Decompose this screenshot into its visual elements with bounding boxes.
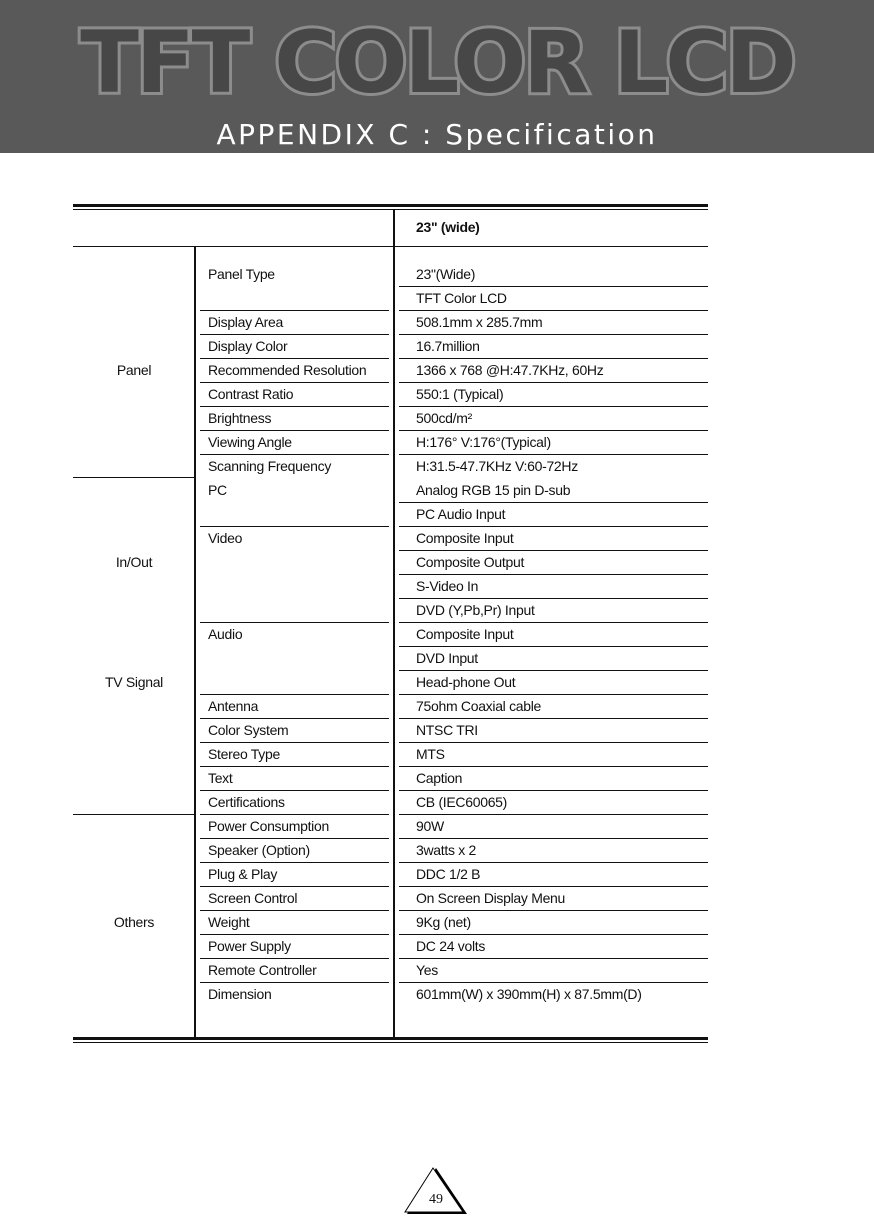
spec-item-label: PC — [208, 482, 227, 498]
spec-value: 90W — [416, 818, 444, 834]
row-rule — [399, 646, 708, 647]
spec-value: 23"(Wide) — [416, 266, 476, 282]
row-rule — [200, 526, 389, 527]
spec-item-label: Display Area — [208, 314, 283, 330]
row-rule — [399, 982, 708, 983]
spec-value: Yes — [416, 962, 438, 978]
row-rule — [399, 622, 708, 623]
spec-value: S-Video In — [416, 578, 479, 594]
spec-item-label: Viewing Angle — [208, 434, 292, 450]
group-label: Others — [113, 914, 155, 930]
row-rule — [200, 886, 389, 887]
spec-item-label: Plug & Play — [208, 866, 278, 882]
spec-value: Analog RGB 15 pin D-sub — [416, 482, 571, 498]
spec-item-label: Scanning Frequency — [208, 458, 332, 474]
row-rule — [200, 382, 389, 383]
row-rule — [200, 718, 389, 719]
header-divider — [73, 246, 708, 247]
row-rule — [399, 910, 708, 911]
row-rule — [399, 862, 708, 863]
spec-value: 550:1 (Typical) — [416, 386, 504, 402]
spec-value: 500cd/m² — [416, 410, 472, 426]
spec-value: Head-phone Out — [416, 674, 516, 690]
row-rule — [399, 934, 708, 935]
row-rule — [200, 766, 389, 767]
spec-value: DVD Input — [416, 650, 478, 666]
spec-value: CB (IEC60065) — [416, 794, 508, 810]
spec-item-label: Brightness — [208, 410, 272, 426]
row-rule — [399, 574, 708, 575]
spec-value: PC Audio Input — [416, 506, 506, 522]
model-header: 23" (wide) — [416, 219, 480, 235]
spec-value: 9Kg (net) — [416, 914, 471, 930]
row-rule — [200, 406, 389, 407]
spec-value: 16.7million — [416, 338, 480, 354]
group-label: In/Out — [115, 554, 153, 570]
spec-item-label: Screen Control — [208, 890, 298, 906]
group-divider — [73, 477, 194, 478]
page-number-badge — [404, 1166, 468, 1216]
row-rule — [399, 790, 708, 791]
spec-value: DVD (Y,Pb,Pr) Input — [416, 602, 535, 618]
row-rule — [200, 862, 389, 863]
row-rule — [399, 742, 708, 743]
spec-item-label: Antenna — [208, 698, 259, 714]
group-divider — [73, 814, 194, 815]
spec-value: Composite Input — [416, 626, 514, 642]
spec-item-label: Color System — [208, 722, 289, 738]
row-rule — [200, 958, 389, 959]
row-rule — [399, 310, 708, 311]
spec-value: On Screen Display Menu — [416, 890, 566, 906]
header-banner — [0, 0, 874, 153]
spec-item-label: Display Color — [208, 338, 288, 354]
row-rule — [399, 766, 708, 767]
row-rule — [399, 598, 708, 599]
row-rule — [200, 934, 389, 935]
spec-value: NTSC TRI — [416, 722, 478, 738]
logo — [0, 0, 874, 118]
row-rule — [200, 334, 389, 335]
spec-item-label: Video — [208, 530, 243, 546]
row-rule — [200, 358, 389, 359]
spec-item-label: Panel Type — [208, 266, 275, 282]
spec-item-label: Contrast Ratio — [208, 386, 294, 402]
logo-text: TFT COLOR LCD — [80, 13, 794, 113]
row-rule — [399, 454, 708, 455]
spec-item-label: Weight — [208, 914, 250, 930]
spec-value: 75ohm Coaxial cable — [416, 698, 542, 714]
row-rule — [399, 814, 708, 815]
spec-item-label: Dimension — [208, 986, 272, 1002]
row-rule — [200, 910, 389, 911]
spec-item-label: Speaker (Option) — [208, 842, 310, 858]
row-rule — [399, 334, 708, 335]
spec-value: H:176° V:176°(Typical) — [416, 434, 551, 450]
spec-value: Caption — [416, 770, 463, 786]
row-rule — [200, 622, 389, 623]
table-bottom-rule-thin — [73, 1042, 708, 1043]
row-rule — [399, 838, 708, 839]
row-rule — [200, 454, 389, 455]
spec-value: Composite Input — [416, 530, 514, 546]
spec-value: 601mm(W) x 390mm(H) x 87.5mm(D) — [416, 986, 642, 1002]
row-rule — [399, 502, 708, 503]
spec-item-label: Stereo Type — [208, 746, 280, 762]
spec-item-label: Certifications — [208, 794, 285, 810]
table-bottom-rule — [73, 1037, 708, 1040]
row-rule — [399, 670, 708, 671]
spec-item-label: Power Consumption — [208, 818, 329, 834]
row-rule — [200, 742, 389, 743]
row-rule — [399, 550, 708, 551]
spec-value: Composite Output — [416, 554, 525, 570]
row-rule — [200, 982, 389, 983]
row-rule — [399, 406, 708, 407]
group-label: Panel — [116, 362, 152, 378]
row-rule — [399, 958, 708, 959]
table-top-rule-thin — [73, 209, 708, 210]
spec-value: MTS — [416, 746, 445, 762]
row-rule — [200, 430, 389, 431]
spec-item-label: Power Supply — [208, 938, 291, 954]
row-rule — [399, 382, 708, 383]
row-rule — [399, 694, 708, 695]
row-rule — [399, 358, 708, 359]
row-rule — [200, 838, 389, 839]
row-rule — [399, 886, 708, 887]
page-number: 49 — [429, 1192, 443, 1207]
spec-value: H:31.5-47.7KHz V:60-72Hz — [416, 458, 578, 474]
row-rule — [399, 286, 708, 287]
spec-value: TFT Color LCD — [416, 290, 507, 306]
row-rule — [200, 814, 389, 815]
group-label: TV Signal — [105, 674, 163, 690]
spec-value: DC 24 volts — [416, 938, 486, 954]
row-rule — [399, 430, 708, 431]
row-rule — [200, 790, 389, 791]
row-rule — [399, 526, 708, 527]
spec-value: 3watts x 2 — [416, 842, 477, 858]
spec-item-label: Remote Controller — [208, 962, 317, 978]
table-top-rule — [73, 204, 708, 207]
spec-value: DDC 1/2 B — [416, 866, 481, 882]
spec-item-label: Audio — [208, 626, 243, 642]
spec-value: 1366 x 768 @H:47.7KHz, 60Hz — [416, 362, 604, 378]
column-divider — [393, 209, 395, 1038]
spec-value: 508.1mm x 285.7mm — [416, 314, 543, 330]
spec-item-label: Recommended Resolution — [208, 362, 367, 378]
spec-item-label: Text — [208, 770, 233, 786]
page-title: APPENDIX C : Specification — [216, 118, 658, 151]
row-rule — [200, 310, 389, 311]
triangle-icon — [404, 1166, 468, 1216]
row-rule — [200, 694, 389, 695]
row-rule — [399, 718, 708, 719]
